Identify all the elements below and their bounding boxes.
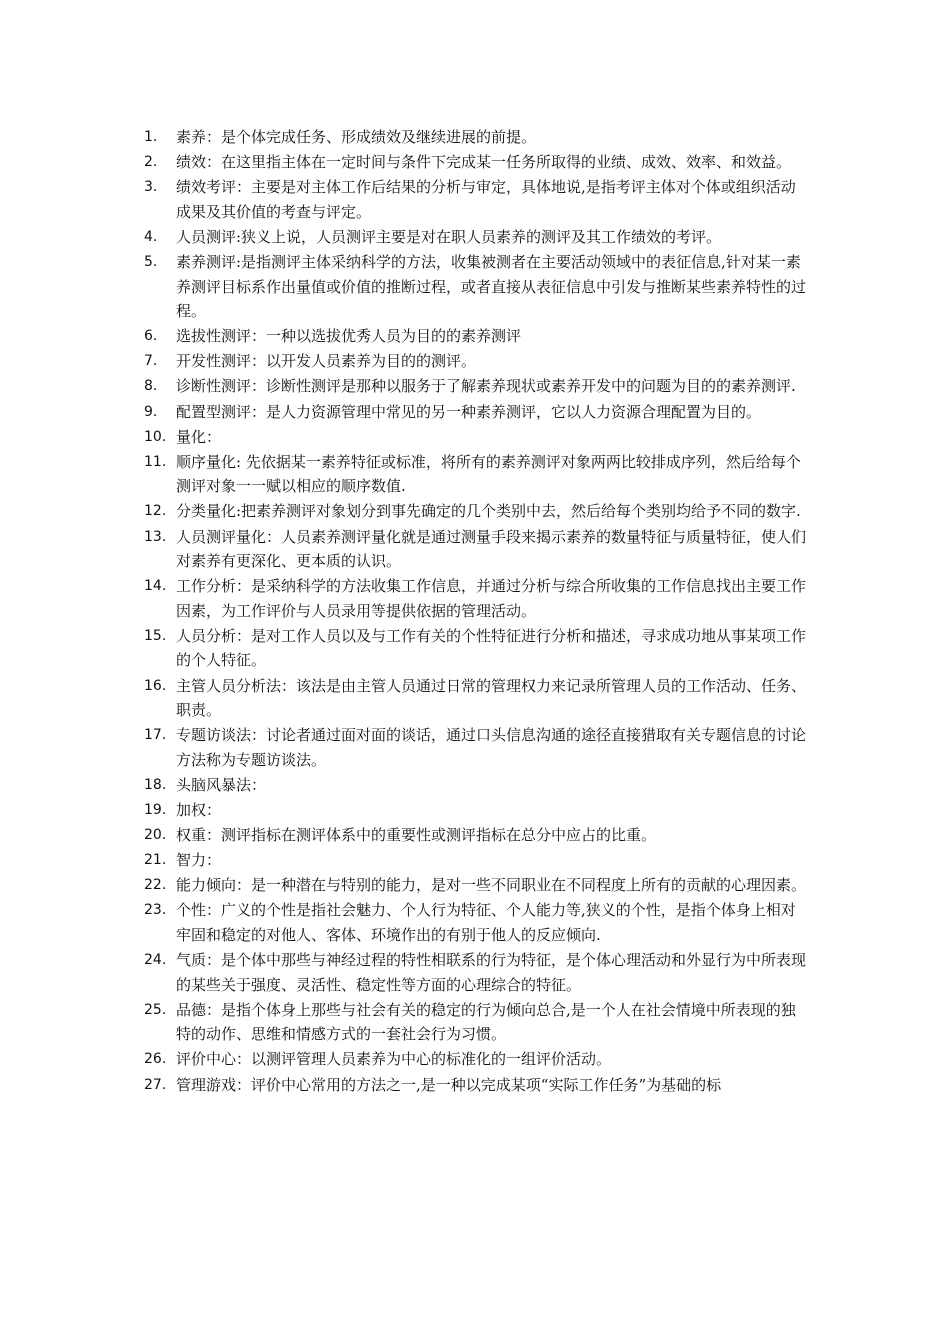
list-item: [0, 948, 950, 997]
list-item-text: 开发性测评：以开发人员素养为目的的测评。: [176, 352, 477, 371]
list-item-number: 2.: [144, 154, 158, 171]
list-item-text: 气质：是个体中那些与神经过程的特性相联系的行为特征，是个体心理活动和外显行为中所表现的某些关于强度、灵活性、稳定性等方面的心理综合的特征。: [176, 951, 807, 994]
list-item-number: 20.: [144, 827, 167, 844]
list-item-text: 选拔性测评：一种以选拔优秀人员为目的的素养测评: [176, 327, 522, 346]
term-definition-list: [0, 125, 950, 1098]
list-item: [0, 723, 950, 772]
list-item-number: 14.: [144, 578, 167, 595]
list-item: [0, 574, 950, 623]
list-item-text: 人员分析：是对工作人员以及与工作有关的个性特征进行分析和描述，寻求成功地从事某项工作的个人特征。: [176, 626, 807, 670]
list-item-text: 素养：是个体完成任务、形成绩效及继续进展的前提。: [176, 128, 537, 146]
list-item-number: 3.: [144, 179, 158, 196]
list-item-number: 9.: [144, 403, 158, 420]
list-item-number: 13.: [144, 528, 167, 545]
list-item-text: 配置型测评：是人力资源管理中常见的另一种素养测评，它以人力资源合理配置为目的。: [176, 402, 762, 421]
list-item: [0, 250, 950, 324]
list-item-number: 12.: [144, 503, 167, 520]
list-item-text: 品德：是指个体身上那些与社会有关的稳定的行为倾向总合,是一个人在社会情境中所表现的独特的动作、思维和情感方式的一套社会行为习惯。: [176, 1000, 796, 1044]
list-item-number: 26.: [144, 1051, 167, 1068]
list-item: [0, 823, 950, 848]
list-item-text: 人员测评量化：人员素养测评量化就是通过测量手段来揭示素养的数量特征与质量特征，使人们对素养有更深化、更本质的认识。: [176, 527, 807, 571]
list-item: [0, 848, 950, 873]
list-item-text: 人员测评:狭义上说，人员测评主要是对在职人员素养的测评及其工作绩效的考评。: [176, 227, 722, 246]
list-item: [0, 525, 950, 574]
list-item: [0, 1073, 950, 1098]
list-item: [0, 674, 950, 723]
list-item-number: 21.: [144, 852, 167, 869]
list-item-text: 顺序量化: 先依据某一素养特征或标准，将所有的素养测评对象两两比较排成序列，然后给每个测评对象一一赋以相应的顺序数值.: [176, 452, 801, 496]
list-item-text: 能力倾向：是一种潜在与特别的能力，是对一些不同职业在不同程度上所有的贡献的心理因素。: [176, 876, 807, 895]
list-item-number: 6.: [144, 328, 158, 345]
list-item-text: 素养测评:是指测评主体采纳科学的方法，收集被测者在主要活动领域中的表征信息,针对某一素养测评目标系作出量值或价值的推断过程，或者直接从表征信息中引发与推断某些素养特性的过程。: [176, 252, 807, 321]
list-item-number: 10.: [144, 428, 167, 445]
list-item: [0, 798, 950, 823]
list-item-text: 权重：测评指标在测评体系中的重要性或测评指标在总分中应占的比重。: [176, 826, 657, 845]
list-item-text: 绩效考评：主要是对主体工作后结果的分析与审定，具体地说,是指考评主体对个体或组织活动成果及其价值的考查与评定。: [176, 178, 796, 221]
list-item: [0, 175, 950, 224]
list-item: [0, 624, 950, 673]
list-item-number: 24.: [144, 952, 167, 969]
list-item-text: 量化：: [176, 427, 222, 446]
list-item: [0, 450, 950, 499]
list-item-number: 19.: [144, 802, 167, 819]
list-item: [0, 998, 950, 1047]
list-item-number: 27.: [144, 1076, 167, 1093]
list-item-text: 个性：广义的个性是指社会魅力、个人行为特征、个人能力等,狭义的个性，是指个体身上相对牢固和稳定的对他人、客体、环境作出的有别于他人的反应倾向.: [176, 901, 796, 944]
list-item-number: 7.: [144, 353, 158, 370]
list-item-number: 15.: [144, 627, 167, 644]
list-item-text: 绩效：在这里指主体在一定时间与条件下完成某一任务所取得的业绩、成效、效率、和效益。: [176, 153, 792, 172]
list-item-text: 评价中心：以测评管理人员素养为中心的标准化的一组评价活动。: [176, 1050, 612, 1069]
list-item: [0, 499, 950, 524]
list-item-number: 4.: [144, 228, 158, 245]
list-item-number: 22.: [144, 877, 167, 894]
list-item: [0, 374, 950, 399]
list-item-number: 8.: [144, 378, 158, 395]
list-item-number: 1.: [144, 129, 158, 145]
list-item-text: 加权：: [176, 801, 222, 820]
list-item-text: 主管人员分析法：该法是由主管人员通过日常的管理权力来记录所管理人员的工作活动、任务、职责。: [176, 676, 807, 720]
list-item-text: 头脑风暴法：: [176, 775, 267, 794]
list-item: [0, 898, 950, 947]
list-item: [0, 324, 950, 349]
list-item: [0, 873, 950, 898]
list-item-number: 11.: [144, 453, 167, 470]
list-item: [0, 1047, 950, 1072]
list-item-text: 工作分析：是采纳科学的方法收集工作信息，并通过分析与综合所收集的工作信息找出主要工作因素，为工作评价与人员录用等提供依据的管理活动。: [176, 577, 807, 620]
list-item-text: 分类量化:把素养测评对象划分到事先确定的几个类别中去，然后给每个类别均给予不同的数字.: [176, 502, 801, 521]
list-item-text: 管理游戏：评价中心常用的方法之一,是一种以完成某项“实际工作任务”为基础的标: [176, 1075, 722, 1094]
list-item: [0, 425, 950, 450]
list-item-number: 25.: [144, 1001, 167, 1018]
list-item-text: 专题访谈法：讨论者通过面对面的谈话，通过口头信息沟通的途径直接猎取有关专题信息的讨论方法称为专题访谈法。: [176, 726, 807, 769]
list-item-number: 5.: [144, 253, 158, 270]
list-item-number: 23.: [144, 902, 167, 919]
list-item: [0, 125, 950, 150]
list-item: [0, 773, 950, 798]
list-item-number: 16.: [144, 677, 167, 694]
list-item: [0, 400, 950, 425]
list-item: [0, 225, 950, 250]
list-item: [0, 150, 950, 175]
list-item-text: 诊断性测评：诊断性测评是那种以服务于了解素养现状或素养开发中的问题为目的的素养测评.: [176, 377, 796, 396]
list-item: [0, 349, 950, 374]
list-item-number: 18.: [144, 776, 167, 793]
list-item-text: 智力：: [176, 851, 222, 870]
list-item-number: 17.: [144, 727, 167, 744]
